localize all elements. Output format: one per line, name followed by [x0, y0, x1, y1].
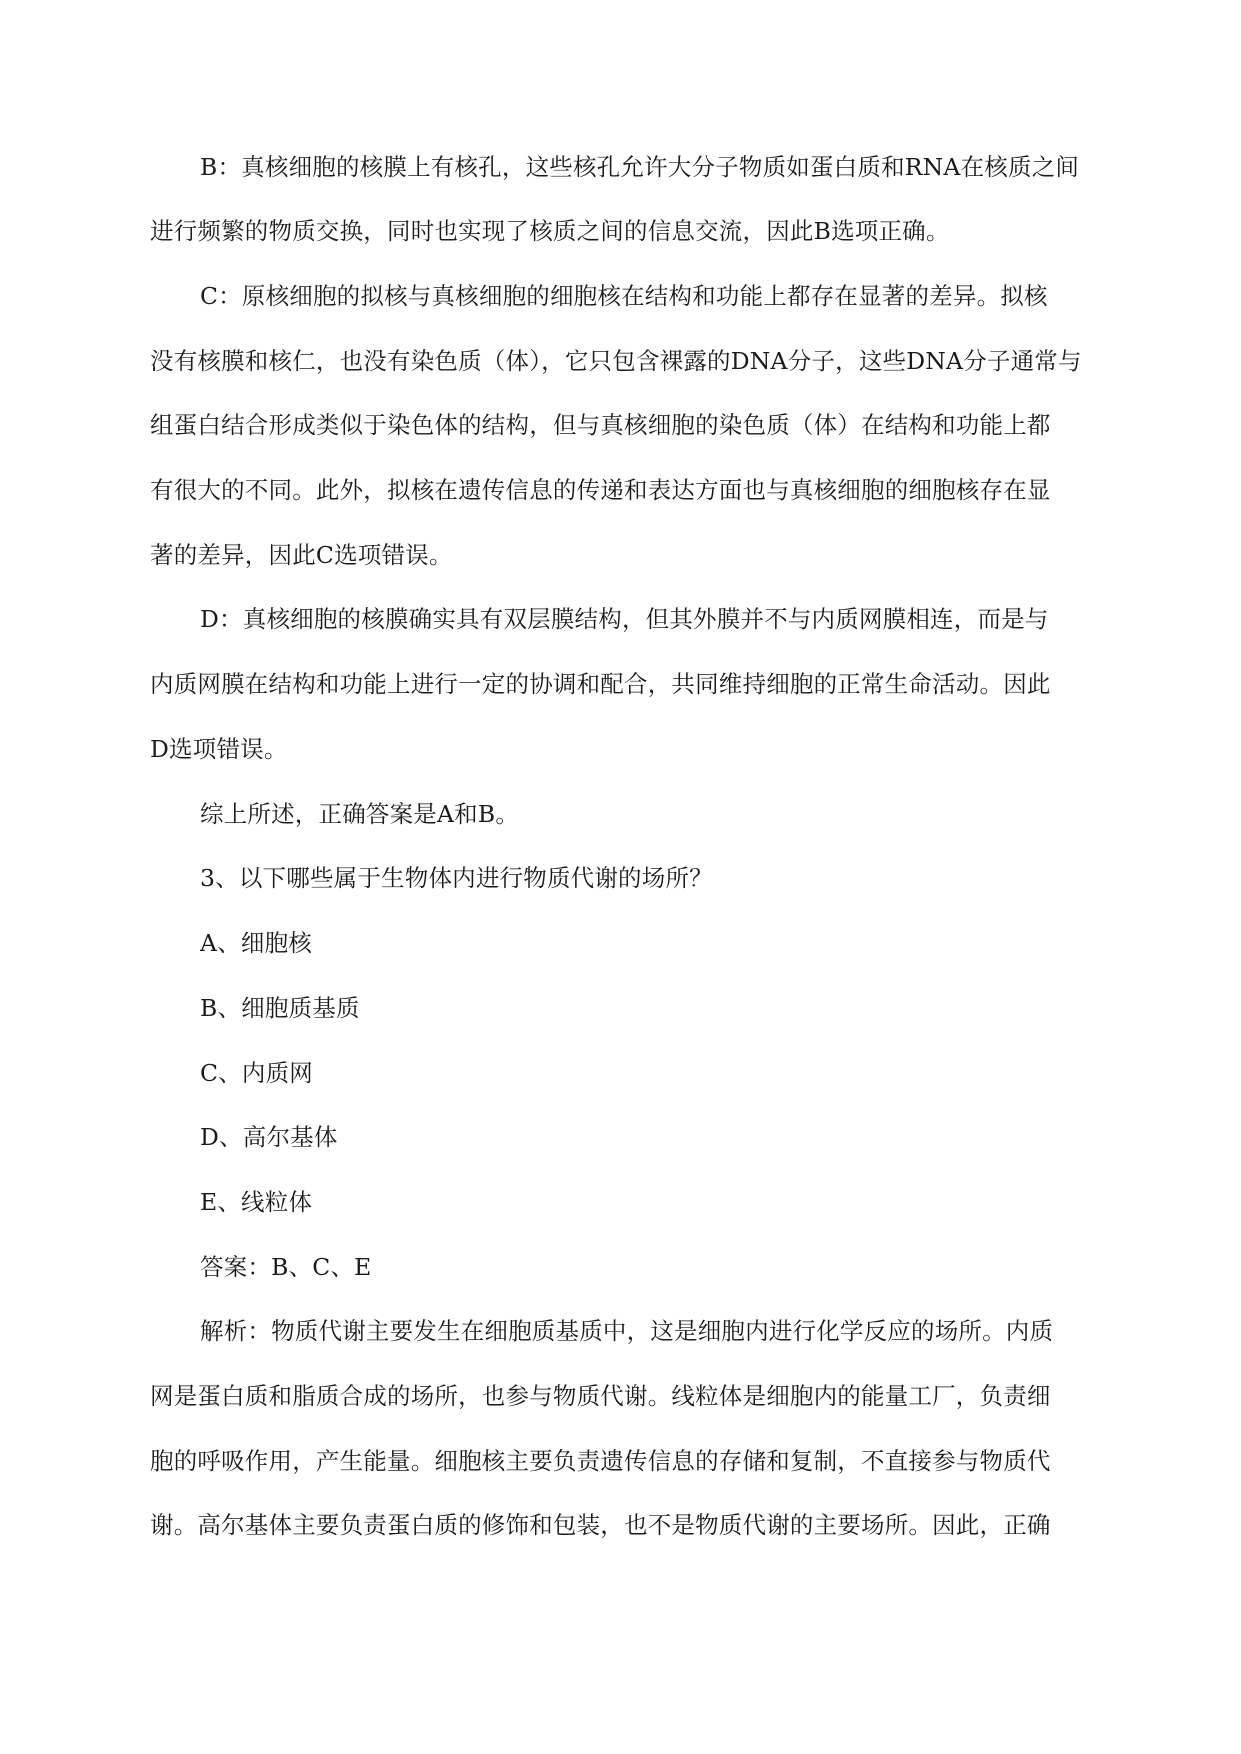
paragraph-c-line-4: 有很大的不同。此外，拟核在遗传信息的传递和表达方面也与真核细胞的细胞核存在显: [150, 476, 1051, 504]
paragraph-c-line-3: 组蛋白结合形成类似于染色体的结构，但与真核细胞的染色质（体）在结构和功能上都: [150, 411, 1051, 439]
option-b: B、细胞质基质: [200, 994, 360, 1022]
option-d: D、高尔基体: [200, 1123, 338, 1151]
analysis-line-1: 解析：物质代谢主要发生在细胞质基质中，这是细胞内进行化学反应的场所。内质: [200, 1317, 1054, 1345]
paragraph-c-line-1: C：原核细胞的拟核与真核细胞的细胞核在结构和功能上都存在显著的差异。拟核: [200, 282, 1048, 310]
paragraph-d-line-2: 内质网膜在结构和功能上进行一定的协调和配合，共同维持细胞的正常生命活动。因此: [150, 670, 1051, 698]
analysis-line-4: 谢。高尔基体主要负责蛋白质的修饰和包装，也不是物质代谢的主要场所。因此，正确: [150, 1511, 1051, 1539]
paragraph-b-line-2: 进行频繁的物质交换，同时也实现了核质之间的信息交流，因此B选项正确。: [150, 217, 950, 245]
question-3: 3、以下哪些属于生物体内进行物质代谢的场所？: [200, 864, 713, 892]
summary-line: 综上所述，正确答案是A和B。: [200, 800, 520, 828]
answer-line: 答案：B、C、E: [200, 1253, 372, 1281]
paragraph-b-line-1: B：真核细胞的核膜上有核孔，这些核孔允许大分子物质如蛋白质和RNA在核质之间: [200, 153, 1080, 181]
option-c: C、内质网: [200, 1059, 313, 1087]
paragraph-d-line-3: D选项错误。: [150, 735, 288, 763]
paragraph-c-line-2: 没有核膜和核仁，也没有染色质（体），它只包含裸露的DNA分子，这些DNA分子通常与: [150, 347, 1082, 375]
option-a: A、细胞核: [200, 929, 312, 957]
paragraph-c-line-5: 著的差异，因此C选项错误。: [150, 541, 453, 569]
analysis-line-3: 胞的呼吸作用，产生能量。细胞核主要负责遗传信息的存储和复制，不直接参与物质代: [150, 1447, 1051, 1475]
option-e: E、线粒体: [200, 1188, 313, 1216]
analysis-line-2: 网是蛋白质和脂质合成的场所，也参与物质代谢。线粒体是细胞内的能量工厂，负责细: [150, 1382, 1051, 1410]
paragraph-d-line-1: D：真核细胞的核膜确实具有双层膜结构，但其外膜并不与内质网膜相连，而是与: [200, 605, 1049, 633]
